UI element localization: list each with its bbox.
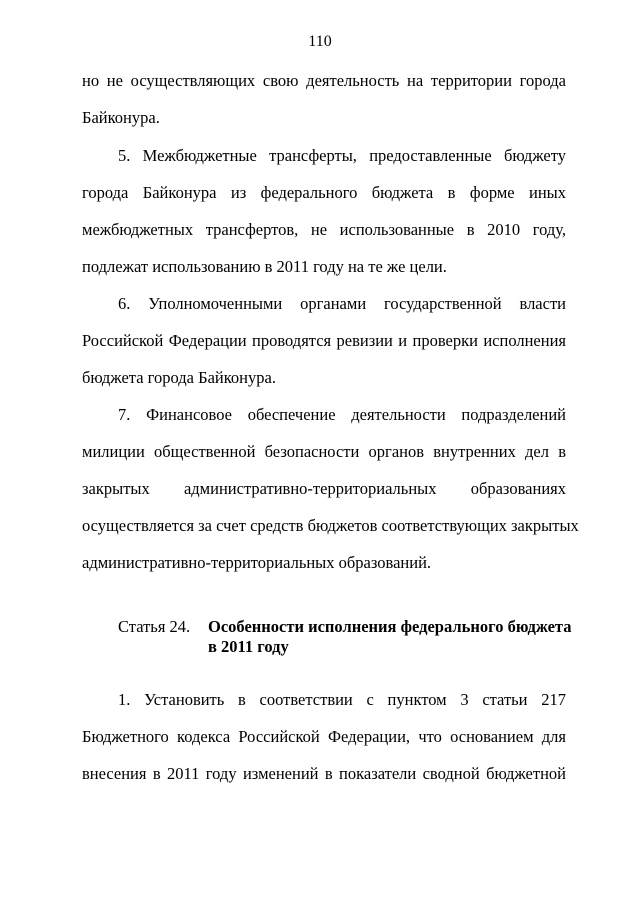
paragraph-line: осуществляется за счет средств бюджетов соответствующих закрытых bbox=[82, 516, 579, 535]
paragraph-line: внесения в 2011 году изменений в показатели сводной бюджетной bbox=[82, 764, 566, 783]
paragraph-line: но не осуществляющих свою деятельность на территории города bbox=[82, 71, 566, 90]
article-title bbox=[208, 617, 572, 657]
paragraph-line: подлежат использованию в 2011 году на те же цели. bbox=[82, 257, 447, 276]
paragraph-line: города Байконура из федерального бюджета в форме иных bbox=[82, 183, 566, 202]
paragraph-line: Байконура. bbox=[82, 108, 160, 127]
paragraph-line: административно-территориальных образований. bbox=[82, 553, 432, 572]
paragraph-line: милиции общественной безопасности органов внутренних дел в bbox=[82, 442, 566, 461]
article-title-line: Особенности исполнения федерального бюджета bbox=[208, 617, 572, 636]
paragraph-line: Российской Федерации проводятся ревизии и проверки исполнения bbox=[82, 331, 566, 350]
paragraph-line: 7. Финансовое обеспечение деятельности подразделений bbox=[118, 405, 566, 424]
paragraph-line: бюджета города Байконура. bbox=[82, 368, 276, 387]
page-number: 110 bbox=[308, 33, 332, 50]
paragraph-line: 6. Уполномоченными органами государственной власти bbox=[118, 294, 566, 313]
paragraph-line: 5. Межбюджетные трансферты, предоставленные бюджету bbox=[118, 146, 566, 165]
paragraph-line: 1. Установить в соответствии с пунктом 3 статьи 217 bbox=[118, 690, 566, 709]
paragraph-line: Бюджетного кодекса Российской Федерации, что основанием для bbox=[82, 727, 566, 746]
article-title-line: в 2011 году bbox=[208, 637, 289, 656]
paragraph-line: межбюджетных трансфертов, не использованные в 2010 году, bbox=[82, 220, 566, 239]
article-label: Статья 24. bbox=[118, 617, 191, 636]
paragraph-line: закрытых административно-территориальных образованиях bbox=[82, 479, 566, 498]
